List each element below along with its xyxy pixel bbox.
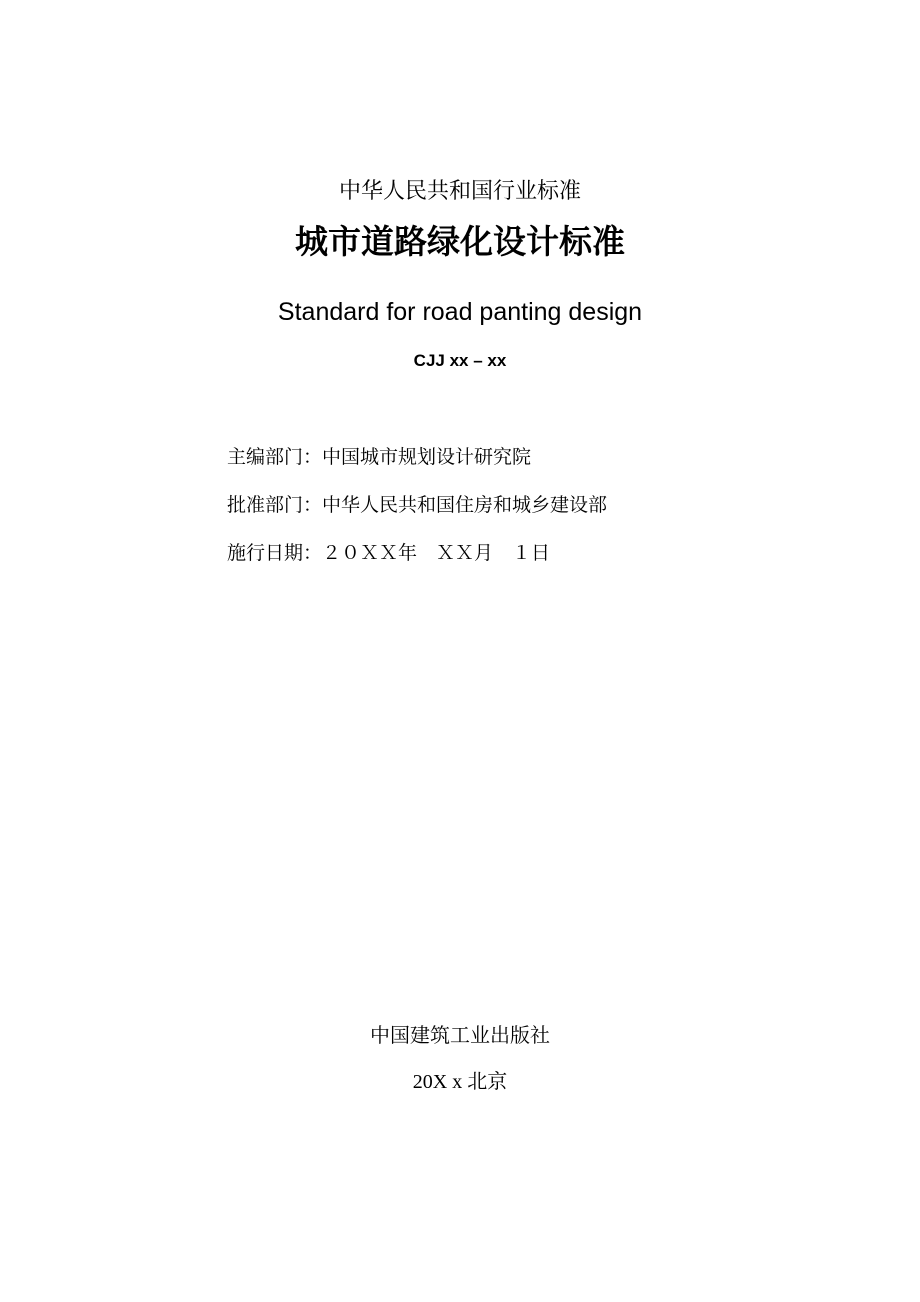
standard-code: CJJ xx – xx [413, 351, 507, 370]
standard-category: 中华人民共和国行业标准 [338, 179, 581, 204]
english-title: Standard for road panting design [277, 298, 643, 326]
publisher-name: 中国建筑工业出版社 [370, 1023, 550, 1047]
approving-department: 批准部门：中华人民共和国住房和城乡建设部 [227, 494, 608, 516]
editor-department: 主编部门：中国城市规划设计研究院 [227, 446, 532, 468]
effective-date: 施行日期：２０ＸＸ年 ＸＸ月 １日 [227, 542, 551, 564]
publication-place-date: 20X x 北京 [412, 1071, 508, 1093]
document-title: 城市道路绿化设计标准 [295, 222, 625, 261]
